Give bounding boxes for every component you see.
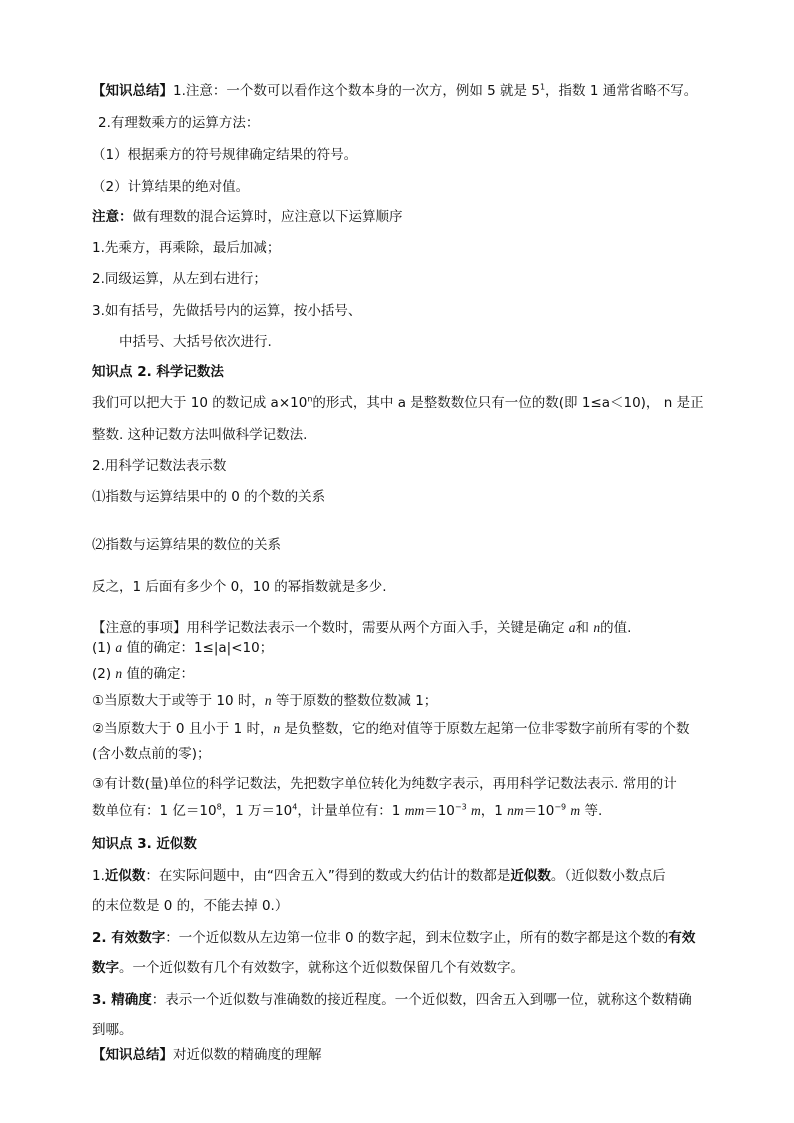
section-heading: 【知识总结】: [92, 1047, 173, 1063]
text-line: ⑵指数与运算结果的数位的关系: [92, 537, 281, 553]
section-heading: 知识点 2. 科学记数法: [92, 364, 224, 380]
text-line: 2.有理数乘方的运算方法：: [98, 115, 260, 131]
text-line: （2）计算结果的绝对值。: [92, 179, 250, 195]
text-line: 3.如有括号，先做括号内的运算，按小括号、: [92, 303, 362, 319]
text-line: 中括号、大括号依次进行.: [119, 334, 272, 350]
text-line: (2) n 值的确定：: [92, 666, 194, 682]
text-line: 反之，1 后面有多少个 0，10 的幂指数就是多少.: [92, 579, 387, 595]
text-line: ①当原数大于或等于 10 时，n 等于原数的整数位数减 1；: [92, 693, 438, 709]
units-line: 数单位有：1 亿$=10^8$，1 万$=10^4$，计量单位有：1 $mm=10^{-3}$ m，1 $nm=10^{-9}$ m 等.: [92, 802, 603, 819]
text-line: 到哪。: [92, 1022, 133, 1038]
note-line: 注意：做有理数的混合运算时，应注意以下运算顺序: [92, 209, 403, 225]
text-line: ⑴指数与运算结果中的 0 的个数的关系: [92, 489, 326, 505]
summary-line: 【知识总结】对近似数的精确度的理解: [92, 1047, 322, 1063]
text-line: 2.用科学记数法表示数: [92, 458, 227, 474]
text-line: ③有计数(量)单位的科学记数法，先把数字单位转化为纯数字表示，再用科学记数法表示. 常用的计: [92, 776, 677, 792]
text-line: 整数. 这种记数方法叫做科学记数法.: [92, 427, 308, 443]
text-line: （1）根据乘方的符号规律确定结果的符号。: [92, 147, 358, 163]
note-heading-line: 【注意的事项】用科学记数法表示一个数时，需要从两个方面入手，关键是确定 a和 n的值.: [92, 620, 632, 636]
note-label: 注意：: [92, 209, 133, 225]
text-line: 的末位数是 0 的，不能去掉 0.）: [92, 898, 289, 914]
summary-note-line: 【知识总结】1.注意：一个数可以看作这个数本身的一次方，例如 5 就是 $5^1$，指数 1 通常省略不写。: [92, 82, 698, 99]
definition-line: 1.近似数：在实际问题中，由“四舍五入”得到的数或大约估计的数都是近似数。（近似数小数点后: [92, 868, 666, 884]
section-heading: 知识点 3. 近似数: [92, 836, 197, 852]
text-line: 1.先乘方，再乘除，最后加减；: [92, 240, 281, 256]
definition-line: 2. 有效数字：一个近似数从左边第一位非 0 的数字起，到末位数字止，所有的数字都是这个数的有效: [92, 930, 696, 946]
text-line: 2.同级运算，从左到右进行；: [92, 271, 267, 287]
text-line: (1) a 值的确定：1≤|a|<10；: [92, 640, 274, 656]
section-heading: 【知识总结】: [92, 83, 173, 99]
definition-line: 3. 精确度：表示一个近似数与准确数的接近程度。一个近似数，四舍五入到哪一位，就称这个数精确: [92, 992, 692, 1008]
definition-line: 我们可以把大于 10 的数记成 $a\times 10^n$的形式，其中 a 是整数数位只有一位的数(即 1≤a＜10)， n 是正: [92, 394, 704, 411]
text-line: (含小数点前的零)；: [92, 746, 211, 762]
text-line: ②当原数大于 0 且小于 1 时，n 是负整数，它的绝对值等于原数左起第一位非零数字前所有零的个数: [92, 721, 690, 737]
text-line: 数字。一个近似数有几个有效数字，就称这个近似数保留几个有效数字。: [92, 960, 524, 976]
